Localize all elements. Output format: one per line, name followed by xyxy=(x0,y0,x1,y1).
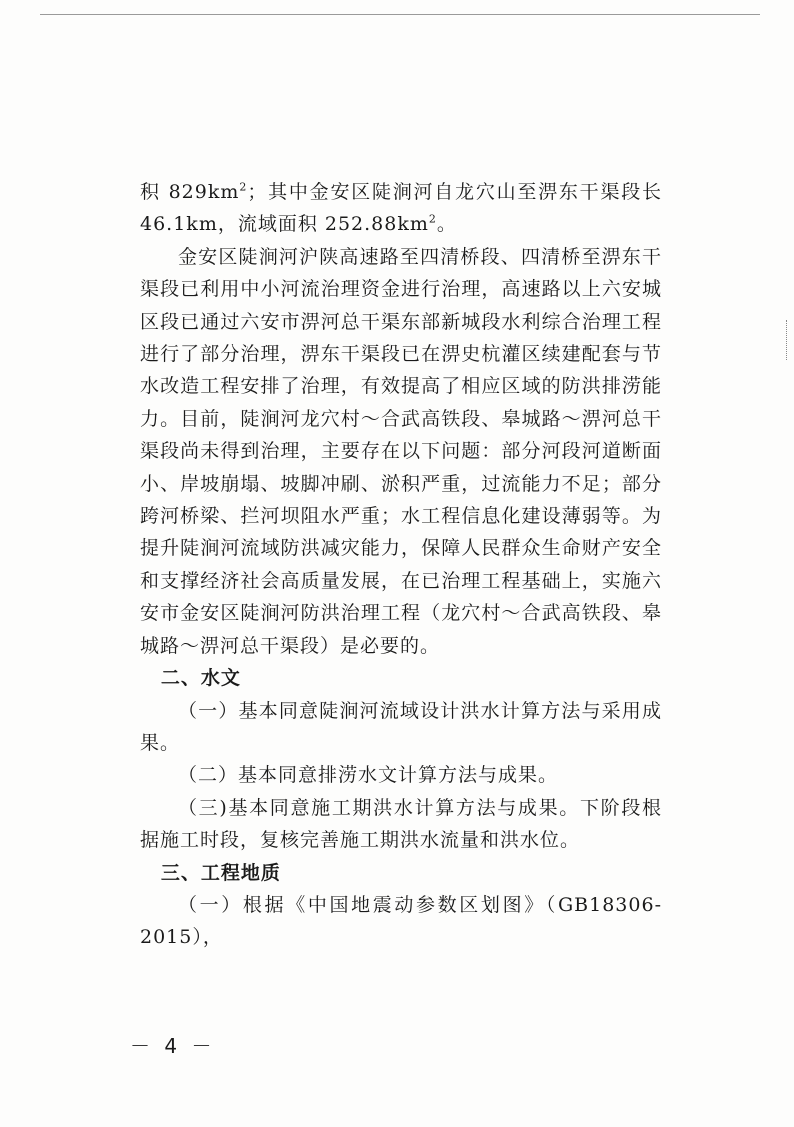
text-segment: 。 xyxy=(436,213,457,236)
hydrology-item-2: （二）基本同意排涝水文计算方法与成果。 xyxy=(178,764,559,787)
text-segment: ；其中金安区陡涧河自龙穴山至淠东干渠段长 xyxy=(247,181,662,203)
geology-item-1: （一）根据《中国地震动参数区划图》（GB18306-2015）， xyxy=(140,893,662,949)
paragraph-background: 金安区陡涧河沪陕高速路至四清桥段、四清桥至淠东干渠段已利用中小河流治理资金进行治理，高速路以上六安城区段已通过六安市淠河总干渠东部新城段水利综合治理工程进行了部分治理，淠东干渠段已在淠史杭灌区续建配套与节水改造工程安排了治理，有效提高了相应区域的防洪排涝能力。目前，陡涧河龙穴村～合武高铁段、皋城路～淠河总干渠段尚未得到治理，主要存在以下问题：部分河段河道断面小、岸坡崩塌、坡脚冲刷、淤积严重，过流能力不足；部分跨河桥梁、拦河坝阻水严重；水工程信息化建设薄弱等。为提升陡涧河流域防洪减灾能力，保障人民群众生命财产安全和支撑经济社会高质量发展，在已治理工程基础上，实施六安市金安区陡涧河防洪治理工程（龙穴村～合武高铁段、皋城路～淠河总干渠段）是必要的。 xyxy=(140,245,662,657)
document-body xyxy=(140,176,662,954)
page-number: － 4 － xyxy=(130,1034,216,1058)
paragraph-continued-line2 xyxy=(140,208,662,240)
superscript: 2 xyxy=(428,213,437,227)
superscript: 2 xyxy=(239,180,248,194)
margin-marks xyxy=(786,320,787,360)
paragraph-continued-line1 xyxy=(140,176,662,208)
section-heading-hydrology: 二、水文 xyxy=(160,667,241,690)
section-heading-geology: 三、工程地质 xyxy=(160,861,281,884)
text-segment: 积 829km xyxy=(140,181,240,203)
text-segment: 46.1km，流域面积 252.88km xyxy=(140,213,429,236)
top-rule xyxy=(40,14,760,15)
hydrology-item-3: （三)基本同意施工期洪水计算方法与成果。下阶段根据施工时段，复核完善施工期洪水流量和洪水位。 xyxy=(140,796,662,852)
hydrology-item-1: （一）基本同意陡涧河流域设计洪水计算方法与采用成果。 xyxy=(140,699,662,754)
